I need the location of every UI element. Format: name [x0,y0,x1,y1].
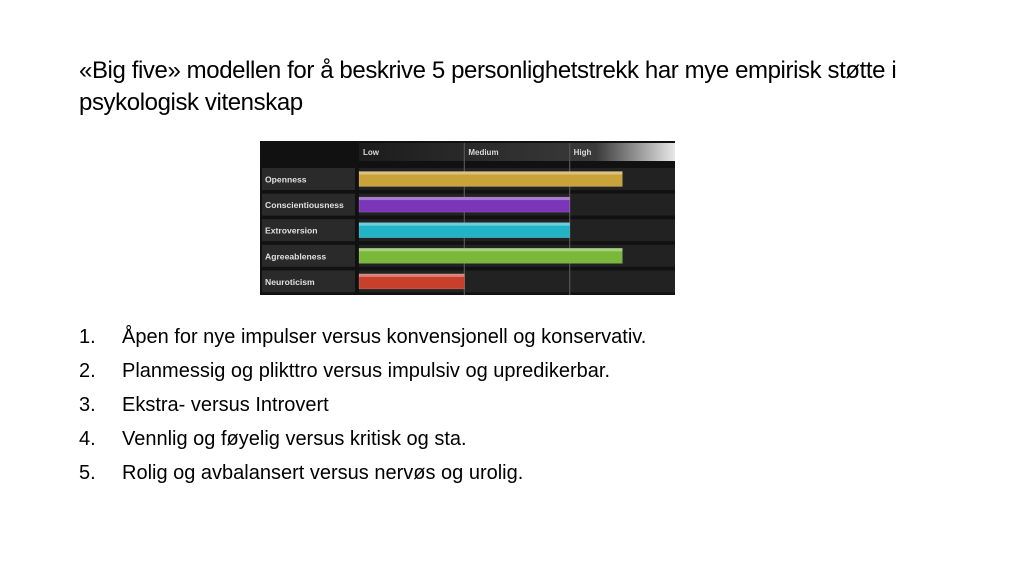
bar-highlight [359,274,464,277]
category-label: Conscientiousness [265,200,344,211]
category-label: Neuroticism [265,276,315,287]
list-item-number: 1. [79,326,96,348]
list-item-number: 5. [79,462,96,484]
bar-highlight [359,223,570,226]
list-item-number: 3. [79,394,96,416]
list-item [79,320,646,354]
slide-title: «Big five» modellen for å beskrive 5 personlighetstrekk har mye empirisk støtte i psykologisk vitenskap [79,57,897,116]
bar-highlight [359,172,622,175]
list-item [79,388,646,422]
category-label: Openness [265,174,307,185]
list-item-text: Planmessig og plikttro versus impulsiv og upredikerbar. [122,360,610,382]
bar-highlight [359,197,570,200]
list-item [79,354,646,388]
list-item-text: Ekstra- versus Introvert [122,394,329,416]
list-item [79,422,646,456]
scale-label-medium: Medium [468,148,499,157]
category-label: Agreeableness [265,251,327,262]
big-five-bar-chart [260,141,675,295]
list-item-text: Vennlig og føyelig versus kritisk og sta. [122,428,467,450]
scale-label-low: Low [363,148,379,157]
list-item-text: Rolig og avbalansert versus nervøs og urolig. [122,462,524,484]
bar-highlight [359,248,622,251]
scale-label-high: High [573,148,592,157]
trait-description-list [79,320,646,490]
list-item-number: 4. [79,428,96,450]
list-item-text: Åpen for nye impulser versus konvensjonell og konservativ. [122,326,647,348]
list-item [79,456,646,490]
category-label: Extroversion [265,225,318,236]
list-item-number: 2. [79,360,96,382]
chart-header-bar [359,143,675,161]
